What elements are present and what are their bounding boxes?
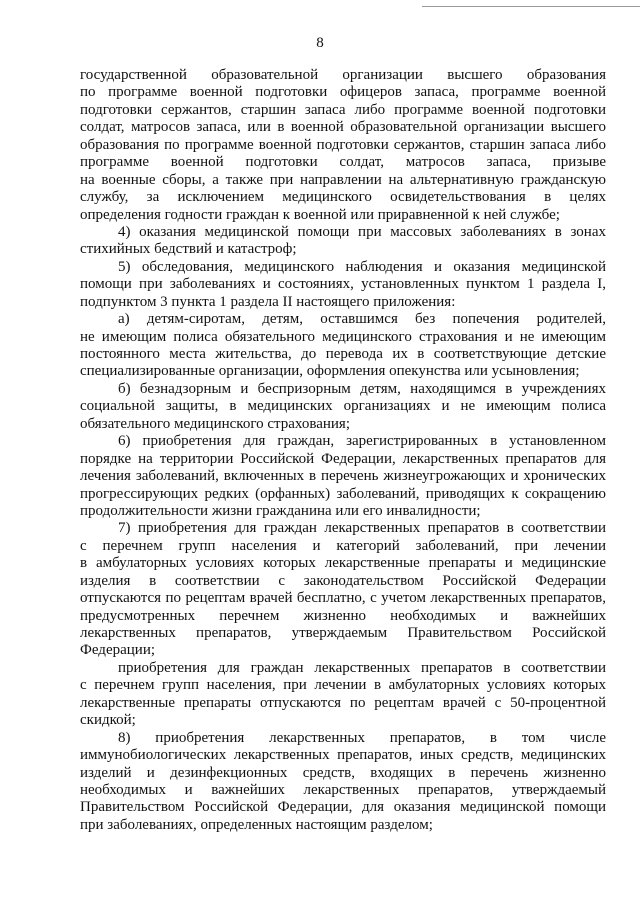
text-line: по программе военной подготовки офицеров запаса, программе военной (80, 84, 606, 101)
text-line: лекарственных препаратов, утверждаемым Правительством Российской (80, 625, 606, 641)
text-line: 6) приобретения для граждан, зарегистрированных в установленном (118, 433, 606, 450)
paragraph-item-8 (80, 730, 606, 835)
text-line: изделия в соответствии с законодательством Российской Федерации (80, 572, 606, 589)
paragraph-subitem-b (80, 381, 606, 433)
text-line: помощи при заболеваниях и состояниях, установленных пунктом 1 раздела I, (80, 276, 606, 293)
text-line: не имеющим полиса обязательного медицинского страхования и не имеющим (80, 328, 606, 345)
paragraph-item-4 (80, 224, 606, 259)
text-line: солдат, матросов запаса, или в военной образовательной организации высшего (80, 119, 606, 136)
text-line: 7) приобретения для граждан лекарственных препаратов в соответствии (118, 520, 606, 537)
text-line: б) безнадзорным и беспризорным детям, находящимся в учреждениях (118, 380, 606, 397)
text-line: скидкой; (80, 712, 136, 729)
text-line: лечения заболеваний, включенных в перечень жизнеугрожающих и хронических (80, 468, 606, 485)
text-line: порядке на территории Российской Федерации, лекарственных препаратов для (80, 450, 606, 467)
text-line: определения годности граждан к военной или приравненной к ней службе; (80, 206, 560, 223)
paragraph-item-7-discount (80, 660, 606, 730)
paragraph-item-5 (80, 259, 606, 311)
text-line: социальной защиты, в медицинских организациях и не имеющим полиса (80, 398, 606, 415)
text-line: 4) оказания медицинской помощи при массовых заболеваниях в зонах (118, 223, 606, 240)
text-line: необходимых и важнейших лекарственных препаратов, утверждаемый (80, 781, 606, 798)
text-line: иммунобиологических лекарственных препаратов, иных средств, медицинских (80, 747, 606, 764)
text-line: на военные сборы, а также при направлении на альтернативную гражданскую (80, 171, 606, 188)
text-line: в амбулаторных условиях которых лекарственные препараты и медицинские (80, 555, 606, 572)
text-line: Правительством Российской Федерации, для оказания медицинской помощи (80, 799, 606, 816)
text-line: при заболеваниях, определенных настоящим разделом; (80, 816, 433, 833)
text-line: а) детям-сиротам, детям, оставшимся без попечения родителей, (118, 311, 606, 328)
text-line: постоянного места жительства, до перевода их в соответствующие детские (80, 346, 606, 362)
top-divider (422, 6, 640, 7)
text-line: программе военной подготовки солдат, матросов запаса, призыве (80, 154, 606, 171)
text-line: лекарственные препараты отпускаются по рецептам врачей с 50-процентной (80, 694, 606, 711)
text-line: государственной образовательной организации высшего образования (80, 67, 606, 83)
text-line: подпунктом 3 пункта 1 раздела II настоящего приложения: (80, 293, 456, 310)
text-line: продолжительности жизни гражданина или его инвалидности; (80, 502, 481, 519)
text-line: изделий и дезинфекционных средств, входящих в перечень жизненно (80, 764, 606, 781)
text-line: стихийных бедствий и катастроф; (80, 241, 297, 258)
text-line: отпускаются по рецептам врачей бесплатно, с учетом лекарственных препаратов, (80, 590, 606, 607)
text-line: Федерации; (80, 642, 156, 659)
text-line: с перечнем групп населения и категорий заболеваний, при лечении (80, 537, 606, 554)
text-line: 5) обследования, медицинского наблюдения и оказания медицинской (118, 258, 606, 275)
text-line: специализированные организации, оформления опекунства или усыновления; (80, 363, 580, 380)
text-line: прогрессирующих редких (орфанных) заболеваний, приводящих к сокращению (80, 485, 606, 502)
paragraph-item-7 (80, 520, 606, 660)
document-body (80, 67, 606, 834)
page-number: 8 (316, 35, 324, 51)
text-line: приобретения для граждан лекарственных препаратов в соответствии (118, 659, 606, 676)
paragraph-continuation (80, 67, 606, 224)
text-line: службу, за исключением медицинского освидетельствования в целях (80, 189, 606, 206)
paragraph-item-6 (80, 433, 606, 520)
text-line: подготовки сержантов, старшин запаса либо программе военной подготовки (80, 101, 606, 118)
paragraph-subitem-a (80, 311, 606, 381)
text-line: обязательного медицинского страхования; (80, 415, 350, 432)
text-line: образования по программе военной подготовки сержантов, старшин запаса либо (80, 136, 606, 153)
text-line: 8) приобретения лекарственных препаратов, в том числе (118, 729, 606, 746)
text-line: с перечнем групп населения, при лечении в амбулаторных условиях которых (80, 677, 606, 694)
text-line: предусмотренных перечнем жизненно необходимых и важнейших (80, 607, 606, 624)
